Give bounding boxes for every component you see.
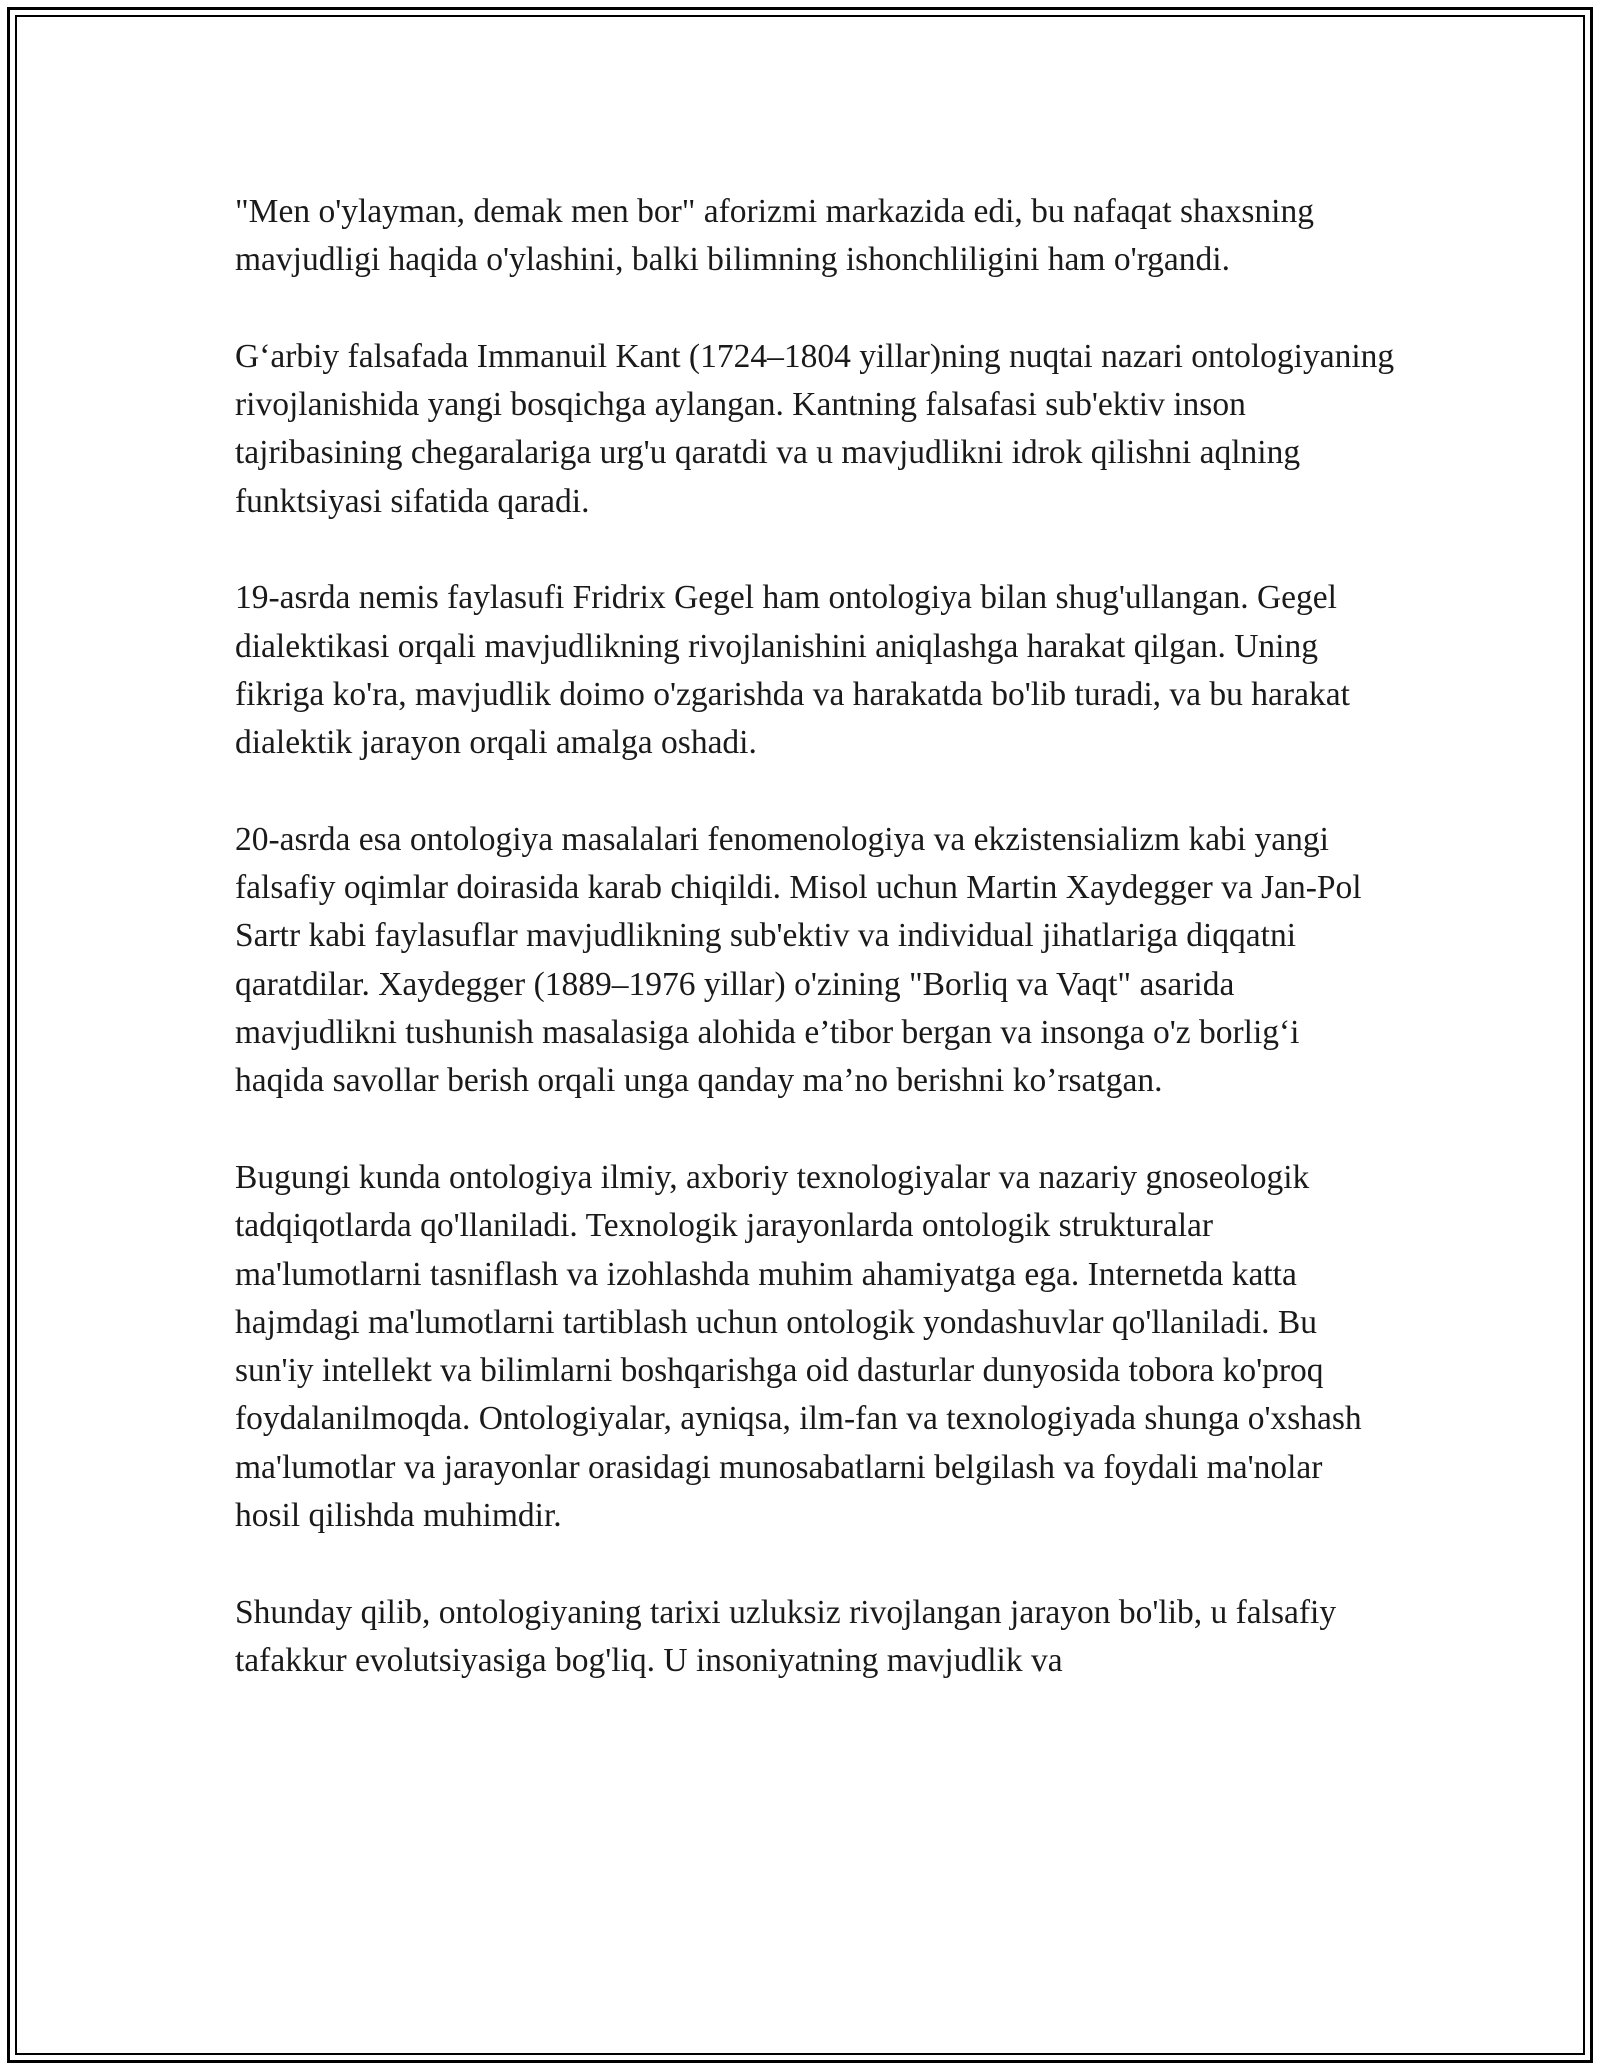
document-body: [235, 188, 1395, 1734]
paragraph-kant: G‘arbiy falsafada Immanuil Kant (1724–1804 yillar)ning nuqtai nazari ontologiyaning rivojlanishida yangi bosqichga aylangan. Kantning falsafasi sub'ektiv inson tajribasining chegaralariga urg'u qaratdi va u mavjudlikni idrok qilishni aqlning funktsiyasi sifatida qaradi.: [235, 337, 1395, 520]
paragraph-hegel: 19-asrda nemis faylasufi Fridrix Gegel ham ontologiya bilan shug'ullangan. Gegel dialektikasi orqali mavjudlikning rivojlanishini aniqlashga harakat qilgan. Uning fikriga ko'ra, mavjudlik doimo o'zgarishda va harakatda bo'lib turadi, va bu harakat dialektik jarayon orqali amalga oshadi.: [235, 579, 1350, 762]
paragraph-conclusion: Shunday qilib, ontologiyaning tarixi uzluksiz rivojlangan jarayon bo'lib, u falsafiy tafakkur evolutsiyasiga bog'liq. U insoniyatning mavjudlik va: [235, 1593, 1337, 1679]
paragraph-20th-century: 20-asrda esa ontologiya masalalari fenomenologiya va ekzistensializm kabi yangi falsafiy oqimlar doirasida karab chiqildi. Misol uchun Martin Xaydegger va Jan-Pol Sartr kabi faylasuflar mavjudlikning sub'ektiv va individual jihatlariga diqqatni qaratdilar. Xaydegger (1889–1976 yillar) o'zining "Borliq va Vaqt" asarida mavjudlikni tushunish masalasiga alohida e’tibor bergan va insonga o'z borlig‘i haqida savollar berish orqali unga qanday ma’no berishni ko’rsatgan.: [235, 820, 1362, 1100]
paragraph-modern-ontology: Bugungi kunda ontologiya ilmiy, axboriy texnologiyalar va nazariy gnoseologik tadqiqotlarda qo'llaniladi. Texnologik jarayonlarda ontologik strukturalar ma'lumotlarni tasniflash va izohlashda muhim ahamiyatga ega. Internetda katta hajmdagi ma'lumotlarni tartiblash uchun ontologik yondashuvlar qo'llaniladi. Bu sun'iy intellekt va bilimlarni boshqarishga oid dasturlar dunyosida tobora ko'proq foydalanilmoqda. Ontologiyalar, ayniqsa, ilm-fan va texnologiyada shunga o'xshash ma'lumotlar va jarayonlar orasidagi munosabatlarni belgilash va foydali ma'nolar hosil qilishda muhimdir.: [235, 1158, 1362, 1535]
paragraph-descartes: "Men o'ylayman, demak men bor" aforizmi markazida edi, bu nafaqat shaxsning mavjudligi haqida o'ylashini, balki bilimning ishonchliligini ham o'rgandi.: [235, 193, 1314, 279]
